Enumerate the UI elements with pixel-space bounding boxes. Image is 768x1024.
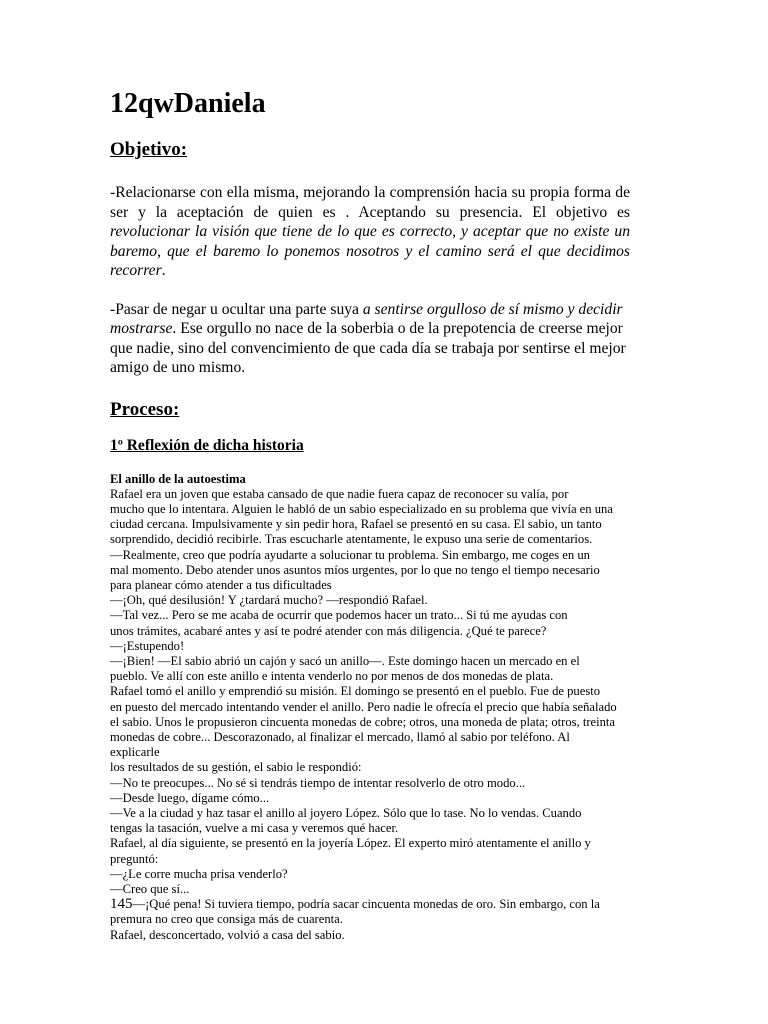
story-line: explicarle: [110, 745, 160, 760]
story-line: para planear cómo atender a tus dificultades: [110, 577, 332, 592]
story-line: —Desde luego, dígame cómo...: [110, 790, 270, 805]
story-line: unos trámites, acabaré antes y así te podré atender con más diligencia. ¿Qué te parece?: [110, 623, 547, 638]
story-line: mucho que lo intentara. Alguien le habló de un sabio especializado en su problema que vivía en una: [110, 501, 613, 516]
proceso-heading: Proceso:: [110, 398, 180, 420]
story-line-text: —¡Qué pena! Si tuviera tiempo, podría sacar cincuenta monedas de oro. Sin embargo, con la: [132, 897, 600, 912]
document-page: [110, 86, 630, 943]
story-text: [110, 472, 630, 943]
story-line: —Tal vez... Pero se me acaba de ocurrir que podemos hacer un trato... Si tú me ayudas con: [110, 608, 568, 623]
story-line: los resultados de su gestión, el sabio le respondió:: [110, 760, 362, 775]
story-line: tengas la tasación, vuelve a mi casa y veremos qué hacer.: [110, 821, 399, 836]
para1-text-italic: revolucionar la visión que tiene de lo que es correcto, y aceptar que no existe un baremo, que el baremo lo ponemos nosotros y el camino será el que decidimos recorrer: [110, 223, 630, 279]
story-line: sorprendido, decidió recibirle. Tras escucharle atentamente, le expuso una serie de comentarios.: [110, 532, 593, 547]
reflexion-subheading: 1º Reflexión de dicha historia: [110, 436, 304, 454]
story-line: en puesto del mercado intentando vender el anillo. Pero nadie le ofrecía el precio que había señalado: [110, 699, 617, 714]
page-number: 145: [110, 896, 133, 913]
objetivo-paragraph-2: [110, 300, 630, 378]
story-line: —No te preocupes... No sé si tendrás tiempo de intentar resolverlo de otro modo...: [110, 775, 526, 790]
story-line: el sabio. Unos le propusieron cincuenta monedas de cobre; otros, una moneda de plata; otros, treinta: [110, 714, 615, 729]
story-line: premura no creo que consiga más de cuarenta.: [110, 912, 343, 927]
objetivo-heading: Objetivo:: [110, 139, 188, 160]
story-title: El anillo de la autoestima: [110, 471, 246, 486]
story-line: —Realmente, creo que podría ayudarte a solucionar tu problema. Sin embargo, me coges en un: [110, 547, 590, 562]
story-line: Rafael, desconcertado, volvió a casa del sabio.: [110, 927, 345, 942]
story-line: pueblo. Ve allí con este anillo e intenta venderlo no por menos de dos monedas de plata.: [110, 669, 554, 684]
objetivo-paragraph-1: [110, 183, 630, 281]
story-line: ciudad cercana. Impulsivamente y sin pedir hora, Rafael se presentó en su casa. El sabio, un tanto: [110, 517, 602, 532]
story-line: —¡Bien! —El sabio abrió un cajón y sacó un anillo—. Este domingo hacen un mercado en el: [110, 653, 580, 668]
para2-text-italic: a sentirse orgulloso de sí mismo y decidir mostrarse: [110, 300, 623, 337]
story-line: monedas de cobre... Descorazonado, al finalizar el mercado, llamó al sabio por teléfono. Al: [110, 729, 570, 744]
story-line: Rafael tomó el anillo y emprendió su misión. El domingo se presentó en el pueblo. Fue de puesto: [110, 684, 601, 699]
para1-text-c: .: [161, 262, 166, 279]
story-line: —Ve a la ciudad y haz tasar el anillo al joyero López. Sólo que lo tase. No lo vendas. Cuando: [110, 805, 582, 820]
story-line: —Creo que sí...: [110, 881, 190, 896]
para2-text-c: . Ese orgullo no nace de la soberbia o de la prepotencia de creerse mejor que nadie, sino del convencimiento de que cada día se trabaja por sentirse el mejor amigo de uno mismo.: [110, 320, 626, 376]
story-line: —¡Estupendo!: [110, 638, 185, 653]
story-line: mal momento. Debo atender unos asuntos míos urgentes, por lo que no tengo el tiempo necesario: [110, 562, 600, 577]
document-title: 12qwDaniela: [110, 88, 266, 119]
story-line: —¿Le corre mucha prisa venderlo?: [110, 866, 288, 881]
para1-text-a: -Relacionarse con ella misma, mejorando la comprensión hacia su propia forma de ser y la aceptación de quien es . Aceptando su presencia. El objetivo es: [110, 184, 630, 221]
story-line: Rafael era un joven que estaba cansado de que nadie fuera capaz de reconocer su valía, por: [110, 486, 569, 501]
story-line: Rafael, al día siguiente, se presentó en la joyería López. El experto miró atentamente el anillo y: [110, 836, 591, 851]
story-line: [110, 897, 630, 912]
para2-text-a: -Pasar de negar u ocultar una parte suya: [110, 300, 363, 318]
story-line: —¡Oh, qué desilusión! Y ¿tardará mucho? —respondió Rafael.: [110, 593, 428, 608]
story-line: preguntó:: [110, 851, 159, 866]
